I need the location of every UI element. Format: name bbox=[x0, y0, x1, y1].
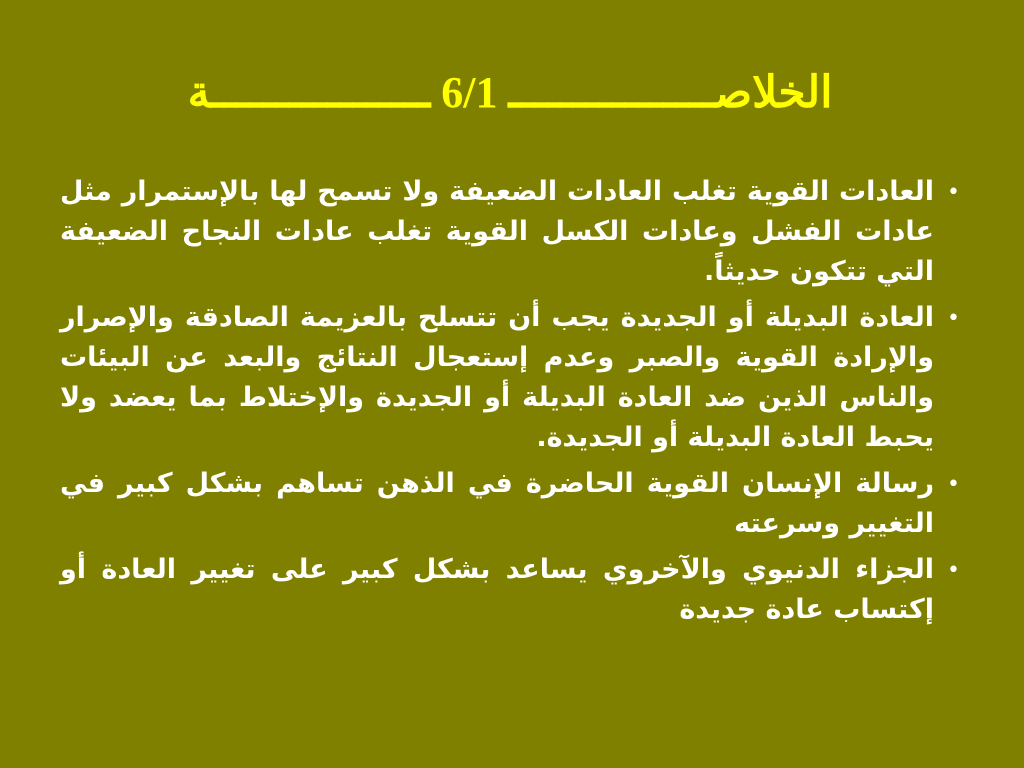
bullet-text: العادات القوية تغلب العادات الضعيفة ولا تسمح لها بالإستمرار مثل عادات الفشل وعادات الكسل القوية تغلب عادات النجاح الضعيفة التي تتكون حديثاً. bbox=[60, 176, 934, 287]
bullet-text: رسالة الإنسان القوية الحاضرة في الذهن تساهم بشكل كبير في التغيير وسرعته bbox=[60, 468, 934, 539]
slide-title: الخلاصــــــــــــــــ 6/1 ـــــــــــــــــة bbox=[187, 68, 833, 117]
bullet-item bbox=[60, 298, 980, 458]
bullet-icon: • bbox=[947, 180, 960, 205]
bullet-item bbox=[60, 172, 980, 292]
bullet-item bbox=[60, 464, 980, 544]
bullet-text: العادة البديلة أو الجديدة يجب أن تتسلح بالعزيمة الصادقة والإصرار والإرادة القوية والصبر وعدم إستعجال النتائج والبعد عن البيئات والناس الذين ضد العادة البديلة أو الجديدة والإختلاط بما يعضد ولا يحبط العادة البديلة أو الجديدة. bbox=[60, 302, 934, 453]
bullet-item bbox=[60, 550, 980, 630]
bullet-icon: • bbox=[947, 472, 960, 497]
bullet-list bbox=[60, 172, 980, 636]
bullet-text: الجزاء الدنيوي والآخروي يساعد بشكل كبير على تغيير العادة أو إكتساب عادة جديدة bbox=[60, 554, 934, 625]
bullet-icon: • bbox=[947, 306, 960, 331]
bullet-icon: • bbox=[947, 558, 960, 583]
